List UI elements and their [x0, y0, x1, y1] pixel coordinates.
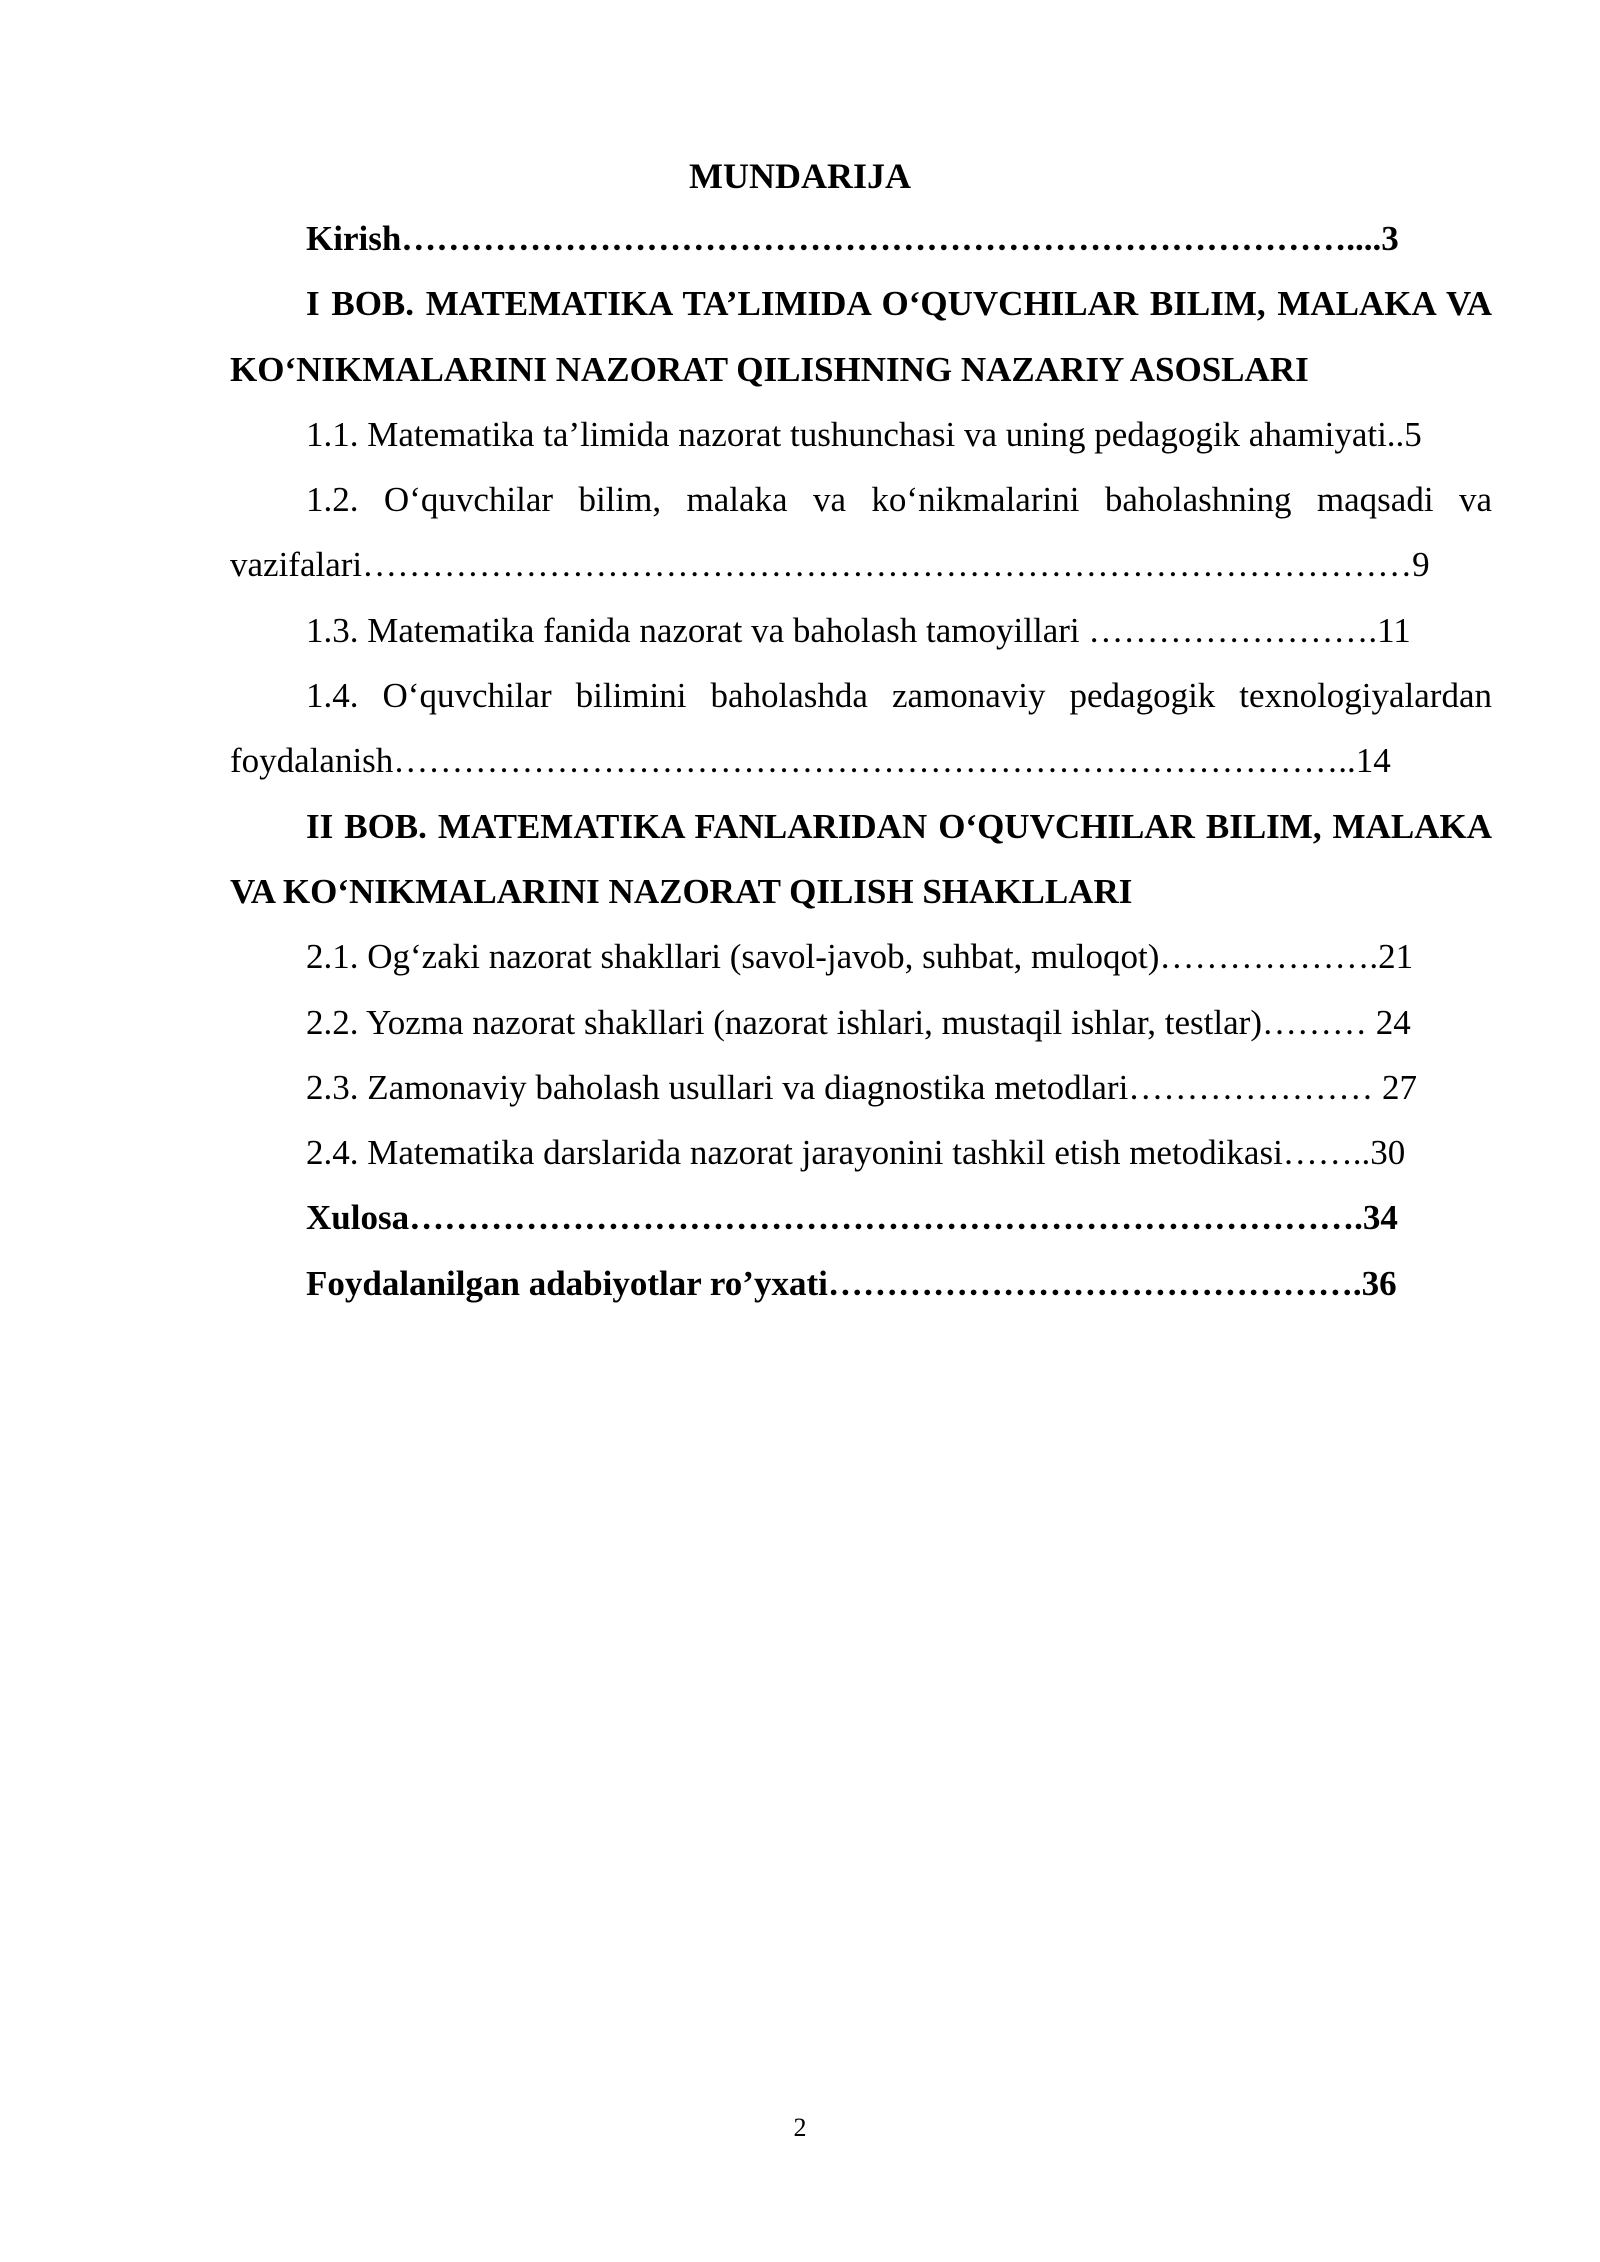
toc-entry-2-1: 2.1. Og‘zaki nazorat shakllari (savol-javob, suhbat, muloqot)……………….21 — [306, 937, 1414, 977]
toc-entry-1-3: 1.3. Matematika fanida nazorat va baholash tamoyillari …………………….11 — [306, 610, 1411, 650]
toc-entry-1-1: 1.1. Matematika ta’limida nazorat tushunchasi va uning pedagogik ahamiyati..5 — [306, 414, 1422, 454]
toc-entry-introduction: Kirish………………………………………………………………………....3 — [306, 219, 1399, 258]
toc-chapter-2-heading: II BOB. MATEMATIKA FANLARIDAN O‘QUVCHILAR BILIM, MALAKA VA KO‘NIKMALARINI NAZORAT QILISH SHAKLLARI — [230, 806, 1492, 911]
toc-entry-references: Foydalanilgan adabiyotlar ro’yxati……………………………………….36 — [306, 1263, 1397, 1303]
table-of-contents — [230, 206, 1492, 1316]
toc-title: MUNDARIJA — [689, 156, 911, 196]
toc-chapter-1-heading: I BOB. MATEMATIKA TA’LIMIDA O‘QUVCHILAR BILIM, MALAKA VA KO‘NIKMALARINI NAZORAT QILISHNING NAZARIY ASOSLARI — [230, 284, 1492, 389]
page-number: 2 — [793, 2113, 807, 2142]
toc-entry-2-4: 2.4. Matematika darslarida nazorat jarayonini tashkil etish metodikasi……..30 — [306, 1133, 1406, 1173]
toc-entry-conclusion: Xulosa……………………………………………………………………….34 — [306, 1198, 1398, 1238]
toc-entry-2-2: 2.2. Yozma nazorat shakllari (nazorat ishlari, mustaqil ishlar, testlar)……… 24 — [306, 1002, 1411, 1042]
toc-entry-2-3: 2.3. Zamonaviy baholash usullari va diagnostika metodlari………………… 27 — [306, 1067, 1418, 1107]
toc-entry-1-4: 1.4. O‘quvchilar bilimini baholashda zamonaviy pedagogik texnologiyalardan foydalanish………………………………………………………………………..14 — [230, 676, 1492, 781]
toc-entry-1-2: 1.2. O‘quvchilar bilim, malaka va ko‘nikmalarini baholashning maqsadi va vazifalari………………………………………………………………………………9 — [230, 480, 1492, 585]
